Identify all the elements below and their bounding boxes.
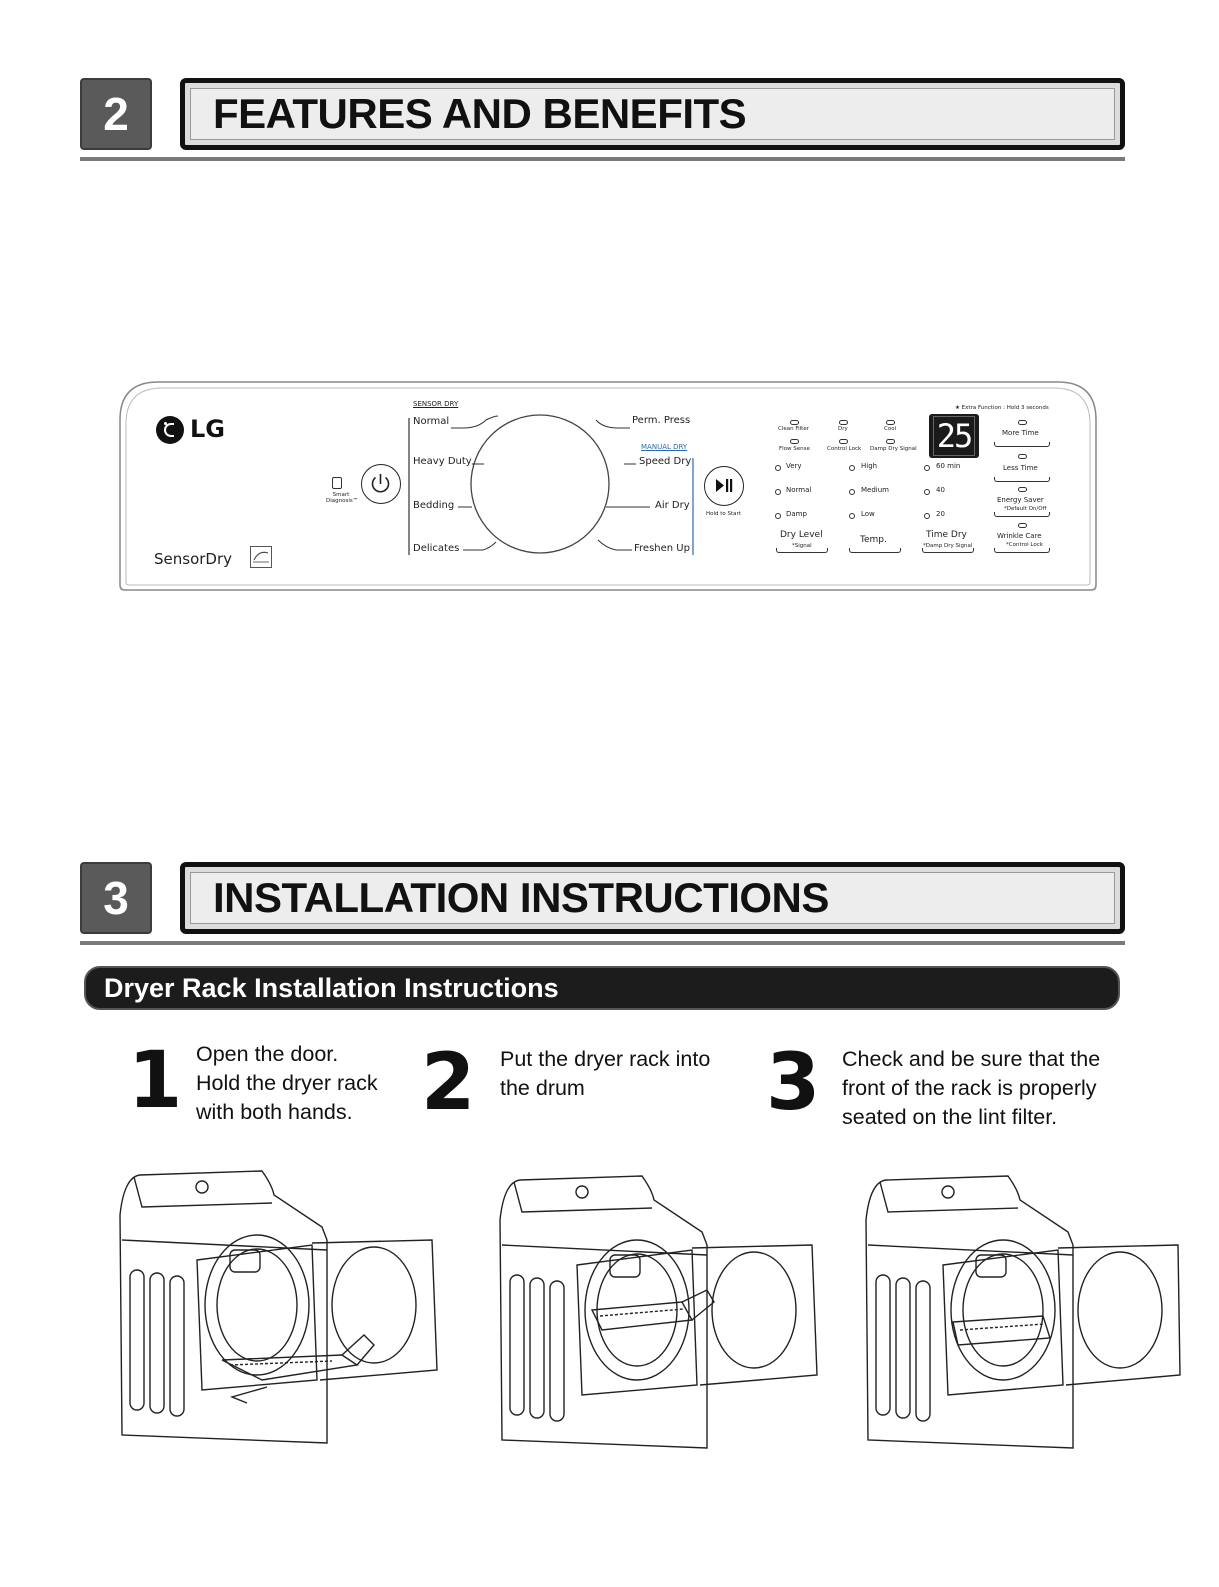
cycle-air-dry[interactable]: Air Dry xyxy=(655,500,690,511)
energy-star-icon xyxy=(250,546,272,568)
option-led xyxy=(849,513,855,519)
subsection-title: Dryer Rack Installation Instructions xyxy=(84,966,1120,1010)
start-pause-button[interactable] xyxy=(704,466,744,506)
step-number: 3 xyxy=(766,1038,821,1128)
display-digits: 25 xyxy=(933,416,975,456)
status-led xyxy=(886,439,895,444)
dry-level-sub: *Signal xyxy=(792,543,812,549)
section-number: 2 xyxy=(80,78,152,150)
time-dry-60: 60 min xyxy=(936,462,961,470)
button-underline xyxy=(776,548,828,553)
cycle-perm-press[interactable]: Perm. Press xyxy=(632,415,691,426)
option-led xyxy=(775,465,781,471)
button-underline xyxy=(994,512,1050,517)
status-cool: Cool xyxy=(884,426,897,432)
status-flow-sense: Flow Sense xyxy=(779,446,810,452)
option-led xyxy=(775,489,781,495)
dryer-illustration-step-2 xyxy=(492,1170,822,1450)
power-icon xyxy=(362,465,400,503)
dry-level-button[interactable]: Dry Level xyxy=(780,530,823,540)
play-pause-icon xyxy=(705,467,743,505)
status-led xyxy=(839,439,848,444)
option-led xyxy=(849,465,855,471)
section-title-box xyxy=(180,862,1125,934)
temp-high: High xyxy=(861,462,878,470)
button-underline xyxy=(994,548,1050,553)
manual-dry-header: MANUAL DRY xyxy=(641,443,688,451)
brand-name: LG xyxy=(190,415,225,443)
smart-diagnosis-label: Smart Diagnosis™ xyxy=(326,492,359,504)
hold-to-start-label: Hold to Start xyxy=(706,511,741,517)
section-divider xyxy=(80,157,1125,161)
section-divider xyxy=(80,941,1125,945)
section-title-box xyxy=(180,78,1125,150)
option-led xyxy=(924,513,930,519)
option-led xyxy=(924,489,930,495)
status-led xyxy=(790,420,799,425)
smart-diagnosis-icon xyxy=(332,477,342,489)
energy-saver-button[interactable]: Energy Saver xyxy=(997,496,1044,504)
energy-saver-sub: *Default On/Off xyxy=(1004,506,1047,512)
dry-level-very: Very xyxy=(786,462,802,470)
step-text: Open the door. Hold the dryer rack with both hands. xyxy=(196,1042,378,1124)
dry-level-normal: Normal xyxy=(786,486,812,494)
step-number: 2 xyxy=(421,1038,476,1128)
button-underline xyxy=(849,548,901,553)
option-led xyxy=(924,465,930,471)
power-button[interactable] xyxy=(361,464,401,504)
less-time-button[interactable]: Less Time xyxy=(1003,464,1038,472)
status-dry: Dry xyxy=(838,426,848,432)
step-number: 1 xyxy=(128,1036,183,1126)
cycle-speed-dry[interactable]: Speed Dry xyxy=(639,456,692,467)
section-title: INSTALLATION INSTRUCTIONS xyxy=(190,872,1115,924)
status-control-lock: Control Lock xyxy=(827,446,862,452)
time-dry-20: 20 xyxy=(936,510,945,518)
time-dry-40: 40 xyxy=(936,486,945,494)
option-led xyxy=(849,489,855,495)
section-number: 3 xyxy=(80,862,152,934)
cycle-delicates[interactable]: Delicates xyxy=(413,543,460,554)
more-time-button[interactable]: More Time xyxy=(1002,429,1039,437)
product-name: SensorDry xyxy=(154,550,233,568)
button-underline xyxy=(994,442,1050,447)
wrinkle-care-sub: *Control Lock xyxy=(1006,542,1043,548)
button-led xyxy=(1018,487,1027,492)
status-led xyxy=(839,420,848,425)
cycle-normal[interactable]: Normal xyxy=(413,416,450,427)
cycle-heavy-duty[interactable]: Heavy Duty xyxy=(413,456,472,467)
dryer-illustration-step-1 xyxy=(112,1165,442,1450)
status-damp-dry-signal: Damp Dry Signal xyxy=(870,446,917,452)
button-led xyxy=(1018,523,1027,528)
button-led xyxy=(1018,454,1027,459)
step-text: Check and be sure that the front of the rack is properly seated on the lint filter. xyxy=(842,1047,1101,1129)
cycle-bedding[interactable]: Bedding xyxy=(413,500,455,511)
step-text: Put the dryer rack into the drum xyxy=(500,1047,711,1100)
status-led xyxy=(790,439,799,444)
temp-low: Low xyxy=(861,510,875,518)
lg-logo-icon xyxy=(156,416,184,444)
option-led xyxy=(775,513,781,519)
dryer-illustration-step-3 xyxy=(858,1170,1188,1450)
button-underline xyxy=(994,477,1050,482)
status-clean-filter: Clean Filter xyxy=(778,426,809,432)
temp-medium: Medium xyxy=(861,486,889,494)
control-panel xyxy=(118,380,1098,592)
time-dry-sub: *Damp Dry Signal xyxy=(923,543,973,549)
wrinkle-care-button[interactable]: Wrinkle Care xyxy=(997,532,1042,540)
temp-button[interactable]: Temp. xyxy=(860,535,887,545)
status-led xyxy=(886,420,895,425)
cycle-freshen-up[interactable]: Freshen Up xyxy=(634,543,690,554)
extra-function-note: ★ Extra Function : Hold 3 seconds xyxy=(955,405,1049,411)
button-led xyxy=(1018,420,1027,425)
sensor-dry-header: SENSOR DRY xyxy=(413,400,459,408)
button-underline xyxy=(922,548,974,553)
section-title: FEATURES AND BENEFITS xyxy=(190,88,1115,140)
dry-level-damp: Damp xyxy=(786,510,807,518)
time-display xyxy=(929,414,979,458)
time-dry-button[interactable]: Time Dry xyxy=(926,530,967,540)
